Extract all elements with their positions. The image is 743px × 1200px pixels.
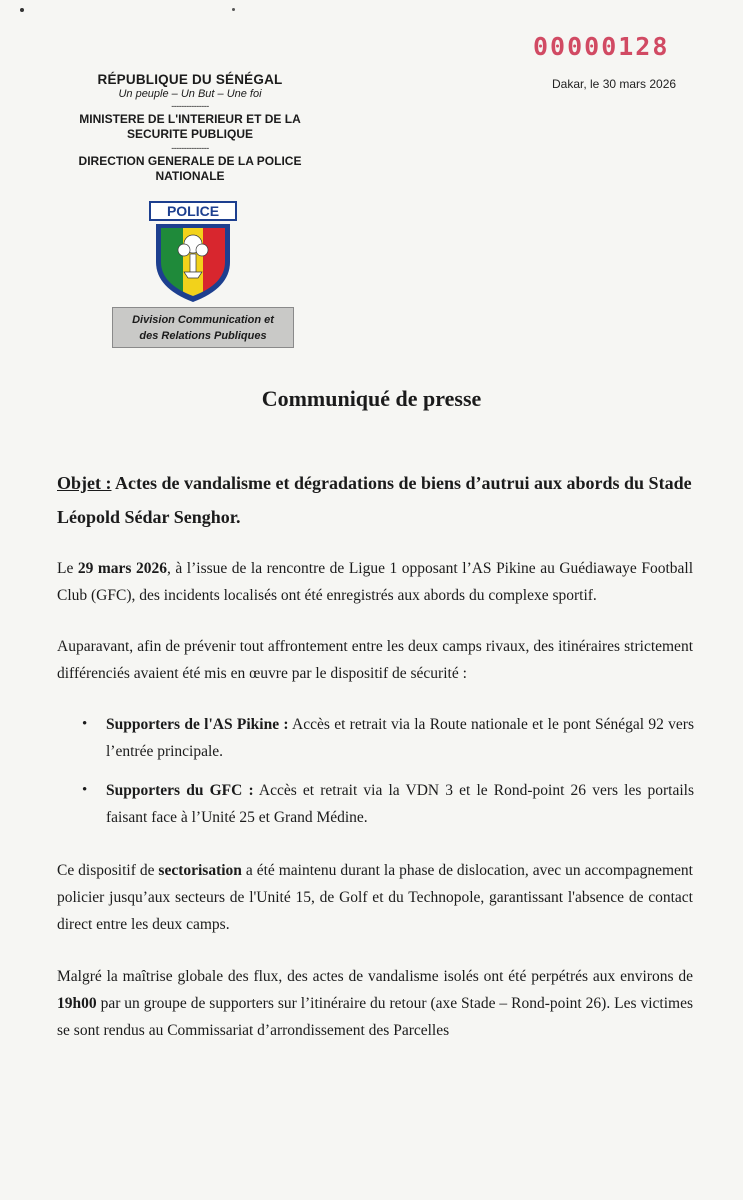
national-motto: Un peuple – Un But – Une foi [118,88,262,100]
division-label [112,307,294,348]
bullet-text: Accès et retrait via la VDN 3 et le Rond-point 26 vers les portails faisant face à l’Unité 25 et Grand Médine. [106,782,695,826]
paragraph-1 [57,555,693,609]
subject-label: Objet : [57,473,112,493]
bold-time: 19h00 [57,995,97,1012]
text-run: Malgré la maîtrise globale des flux, des actes de vandalisme isolés ont été perpétrés aux environs de [57,968,693,985]
bullet-icon: • [82,716,88,732]
list-item [82,777,694,831]
paragraph-3 [57,857,693,938]
stray-mark [232,8,235,11]
logo-text: POLICE [166,203,220,219]
text-run: Le [57,560,78,577]
bullet-heading: Supporters du GFC : [106,782,254,799]
text-run: , à l’issue de la rencontre de Ligue 1 opposant l’AS Pikine au Guédiawaye Football Club (GFC), des incidents localisés ont été enregistrés aux abords du complexe sportif. [57,560,693,604]
subject-text: Actes de vandalisme et dégradations de biens d’autrui aux abords du Stade Léopold Sédar Senghor. [57,473,692,527]
letterhead [60,72,320,184]
separator: --------------- [171,143,209,153]
text-run: a été maintenu durant la phase de dislocation, avec un accompagnement policier jusqu’aux secteurs de l'Unité 15, de Golf et du Technopole, garantissant l'absence de contact direct entre les deux camps. [57,862,693,933]
bullet-icon: • [82,782,88,798]
direction-name: DIRECTION GENERALE DE LA POLICE NATIONALE [78,154,302,183]
date-line: Dakar, le 30 mars 2026 [552,77,677,91]
paragraph-4 [57,963,693,1044]
republic-name: RÉPUBLIQUE DU SÉNÉGAL [97,72,283,87]
bold-date: 29 mars 2026 [77,560,167,577]
division-line-2: des Relations Publiques [139,330,267,342]
division-line-1: Division Communication et [132,314,274,326]
subject-line [57,466,707,534]
bullet-text: Accès et retrait via la Route nationale et le pont Sénégal 92 vers l’entrée principale. [106,716,694,760]
police-emblem-icon [148,200,238,304]
stray-mark [20,8,24,12]
text-run: Ce dispositif de [57,862,159,879]
paragraph-2: Auparavant, afin de prévenir tout affrontement entre les deux camps rivaux, des itinéraires strictement différenciés avaient été mis en œuvre par le dispositif de sécurité : [57,638,693,682]
ministry-name: MINISTERE DE L'INTERIEUR ET DE LA SECURITE PUBLIQUE [79,112,301,141]
document-title: Communiqué de presse [261,386,482,411]
separator: --------------- [171,101,209,111]
list-item [82,711,694,765]
bold-term: sectorisation [158,862,242,879]
itinerary-list [82,711,694,843]
serial-number: 00000128 [533,32,670,61]
bullet-heading: Supporters de l'AS Pikine : [106,716,289,733]
text-run: par un groupe de supporters sur l’itinéraire du retour (axe Stade – Rond-point 26). Les victimes se sont rendus au Commissariat d’arrondissement des Parcelles [57,995,693,1039]
